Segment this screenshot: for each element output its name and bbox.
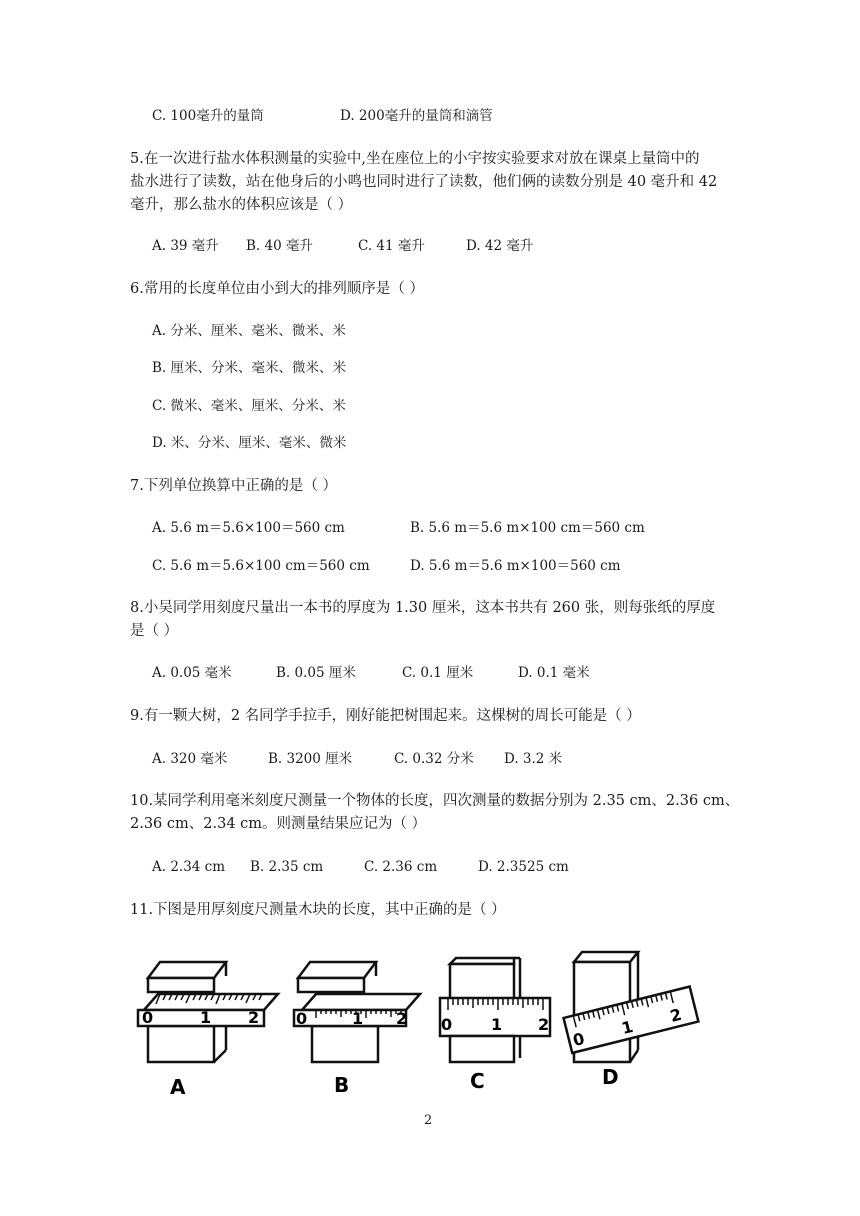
q10-option-a: A. 2.34 cm — [152, 859, 226, 875]
page-number: 2 — [424, 1113, 433, 1128]
q7-option-d: D. 5.6 m＝5.6 m×100＝560 cm — [410, 558, 621, 574]
figure-d — [564, 952, 699, 1089]
figure-c — [440, 958, 550, 1093]
figure-a-tick-1: 1 — [200, 1008, 212, 1027]
q8-option-b: B. 0.05 厘米 — [276, 665, 356, 681]
q4-option-d: D. 200毫升的量筒和滴管 — [340, 108, 493, 124]
figure-d-tick-1: 1 — [619, 1016, 635, 1038]
q6-stem: 6.常用的长度单位由小到大的排列顺序是（ ） — [130, 281, 424, 297]
figure-b-label: B — [334, 1073, 350, 1097]
q10-option-b: B. 2.35 cm — [250, 859, 324, 875]
q11-figures — [130, 950, 710, 1100]
q8-stem-line-2: 是（ ） — [130, 623, 179, 639]
q10-stem-line-1: 10.某同学利用毫米刻度尺测量一个物体的长度，四次测量的数据分别为 2.35 cm、2.36 cm、 — [130, 793, 740, 809]
q7-stem: 7.下列单位换算中正确的是（ ） — [130, 478, 337, 494]
q8-option-d: D. 0.1 毫米 — [518, 665, 590, 681]
q8-option-c: C. 0.1 厘米 — [402, 665, 474, 681]
figure-b-tick-1: 1 — [352, 1009, 364, 1028]
q9-option-b: B. 3200 厘米 — [268, 751, 353, 767]
figure-c-tick-2: 2 — [538, 1015, 550, 1034]
q4-option-c: C. 100毫升的量筒 — [152, 108, 264, 124]
q5-stem-line-2: 盐水进行了读数，站在他身后的小鸣也同时进行了读数，他们俩的读数分别是 40 毫升和 42 — [130, 174, 718, 190]
figure-c-tick-0: 0 — [441, 1015, 453, 1034]
q6-option-b: B. 厘米、分米、毫米、微米、米 — [152, 360, 347, 376]
figure-b — [294, 962, 420, 1097]
q8-option-a: A. 0.05 毫米 — [152, 665, 232, 681]
q10-option-d: D. 2.3525 cm — [478, 859, 569, 875]
figure-a-tick-2: 2 — [248, 1008, 260, 1027]
q10-stem-line-2: 2.36 cm、2.34 cm。则测量结果应记为（ ） — [130, 816, 427, 832]
q10-option-c: C. 2.36 cm — [364, 859, 438, 875]
q6-option-d: D. 米、分米、厘米、毫米、微米 — [152, 435, 347, 451]
q8-stem-line-1: 8.小吴同学用刻度尺量出一本书的厚度为 1.30 厘米，这本书共有 260 张，则每张纸的厚度 — [130, 600, 716, 616]
q7-option-a: A. 5.6 m＝5.6×100＝560 cm — [152, 520, 345, 536]
q7-option-c: C. 5.6 m＝5.6×100 cm＝560 cm — [152, 558, 370, 574]
q5-option-d: D. 42 毫升 — [466, 238, 534, 254]
figure-c-tick-1: 1 — [491, 1015, 503, 1034]
figure-a-tick-0: 0 — [142, 1008, 154, 1027]
q9-stem: 9.有一颗大树，2 名同学手拉手，刚好能把树围起来。这棵树的周长可能是（ ） — [130, 708, 641, 724]
figure-a-label: A — [170, 1075, 186, 1099]
q7-option-b: B. 5.6 m＝5.6 m×100 cm＝560 cm — [410, 520, 645, 536]
figure-a — [138, 962, 278, 1099]
q9-option-d: D. 3.2 米 — [504, 751, 563, 767]
figure-b-tick-0: 0 — [296, 1009, 308, 1028]
figure-d-label: D — [602, 1065, 619, 1089]
q5-option-c: C. 41 毫升 — [358, 238, 425, 254]
q9-option-a: A. 320 毫米 — [152, 751, 228, 767]
q11-stem: 11.下图是用厚刻度尺测量木块的长度，其中正确的是（ ） — [130, 902, 506, 918]
figure-d-tick-0: 0 — [571, 1028, 587, 1051]
q6-option-a: A. 分米、厘米、毫米、微米、米 — [152, 323, 346, 339]
q5-stem-line-1: 5.在一次进行盐水体积测量的实验中,坐在座位上的小宇按实验要求对放在课桌上量筒中的 — [130, 151, 700, 167]
figure-b-tick-2: 2 — [396, 1009, 408, 1028]
q9-option-c: C. 0.32 分米 — [394, 751, 474, 767]
figure-c-label: C — [470, 1069, 485, 1093]
q5-option-a: A. 39 毫升 — [152, 238, 219, 254]
q5-option-b: B. 40 毫升 — [246, 238, 313, 254]
q5-stem-line-3: 毫升，那么盐水的体积应该是（ ） — [130, 197, 353, 213]
q6-option-c: C. 微米、毫米、厘米、分米、米 — [152, 398, 346, 414]
figure-d-tick-2: 2 — [668, 1004, 684, 1026]
